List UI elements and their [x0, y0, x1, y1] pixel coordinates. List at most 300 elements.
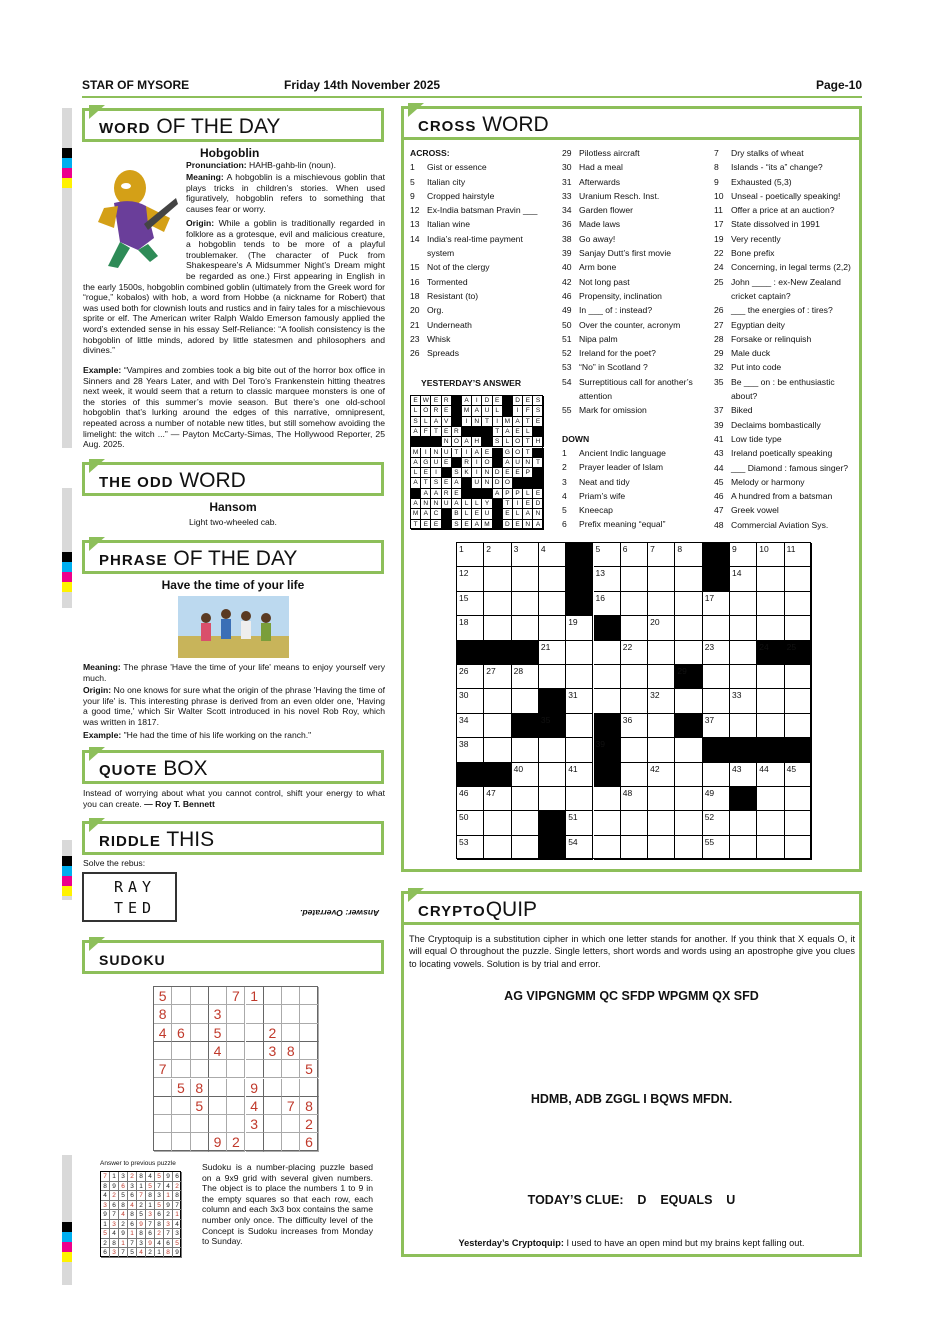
- crossword-cell[interactable]: [757, 836, 784, 860]
- sudoku-cell[interactable]: [191, 1115, 209, 1133]
- crossword-cell[interactable]: [757, 592, 784, 616]
- crossword-cell[interactable]: [539, 763, 566, 787]
- crossword-cell[interactable]: [757, 689, 784, 713]
- answer-digit: 6: [146, 1229, 155, 1239]
- answer-digit: 5: [101, 1229, 110, 1239]
- sudoku-cell[interactable]: [172, 1133, 190, 1151]
- crossword-cell[interactable]: 15: [457, 592, 484, 616]
- clue-item: [714, 217, 851, 231]
- crossword-cell[interactable]: [757, 714, 784, 738]
- crossword-cell[interactable]: [512, 689, 539, 713]
- crossword-cell[interactable]: [675, 836, 702, 860]
- answer-cell: S: [452, 468, 462, 478]
- crossword-cell[interactable]: [730, 714, 757, 738]
- clue-number: 17: [714, 219, 724, 230]
- sudoku-cell[interactable]: [282, 1115, 300, 1133]
- clue-text: Spreads: [427, 348, 460, 359]
- crossword-cell[interactable]: [512, 836, 539, 860]
- crossword-cell[interactable]: 4: [539, 543, 566, 567]
- sudoku-cell[interactable]: [209, 1060, 227, 1078]
- sudoku-cell[interactable]: [246, 1060, 264, 1078]
- answer-digit: 4: [128, 1201, 137, 1211]
- crossword-cell[interactable]: [512, 567, 539, 591]
- down-heading: DOWN: [562, 433, 590, 444]
- crossword-cell[interactable]: [512, 787, 539, 811]
- clue-item: [714, 360, 851, 374]
- clue-item: [562, 475, 693, 489]
- crossword-cell[interactable]: 43: [730, 763, 757, 787]
- page-number: Page-10: [815, 78, 862, 92]
- crossword-cell[interactable]: [785, 689, 812, 713]
- crossword-cell[interactable]: [648, 567, 675, 591]
- clue-item: [714, 461, 851, 475]
- crossword-block: [512, 641, 539, 665]
- crossword-cell[interactable]: [675, 641, 702, 665]
- sudoku-cell[interactable]: [191, 1042, 209, 1060]
- answer-cell: [442, 509, 452, 519]
- sudoku-cell[interactable]: [227, 1115, 245, 1133]
- crossword-cell[interactable]: 38: [457, 738, 484, 762]
- crossword-cell[interactable]: [484, 689, 511, 713]
- clue-item: [714, 418, 851, 432]
- sudoku-cell[interactable]: [282, 1005, 300, 1023]
- crossword-cell[interactable]: [539, 665, 566, 689]
- crossword-cell[interactable]: [675, 616, 702, 640]
- sudoku-cell[interactable]: [154, 1042, 172, 1060]
- phrase-meaning: Meaning: The phrase 'Have the time of your life' means to enjoy yourself very much.: [83, 662, 385, 683]
- sudoku-cell[interactable]: [227, 1005, 245, 1023]
- crossword-cell[interactable]: [703, 763, 730, 787]
- clue-number: 9: [714, 176, 719, 187]
- crossword-cell[interactable]: 12: [457, 567, 484, 591]
- crossword-cell[interactable]: 49: [703, 787, 730, 811]
- crossword-cell[interactable]: [648, 738, 675, 762]
- sudoku-cell[interactable]: [209, 987, 227, 1005]
- crossword-block: [512, 714, 539, 738]
- sudoku-cell[interactable]: [264, 1133, 282, 1151]
- clue-text: Org.: [427, 305, 444, 316]
- crossword-cell[interactable]: [730, 665, 757, 689]
- answer-cell: A: [523, 509, 533, 519]
- answer-cell: [442, 468, 452, 478]
- answer-digit: 6: [128, 1191, 137, 1201]
- answer-cell: O: [513, 437, 523, 447]
- crossword-cell[interactable]: 1: [457, 543, 484, 567]
- crossword-cell[interactable]: [703, 689, 730, 713]
- crossword-cell[interactable]: 3: [512, 543, 539, 567]
- answer-digit: 5: [137, 1210, 146, 1220]
- crossword-cell[interactable]: [566, 714, 593, 738]
- crossword-cell[interactable]: [484, 738, 511, 762]
- clue-item: [562, 260, 693, 274]
- crossword-cell[interactable]: [648, 665, 675, 689]
- crossword-cell[interactable]: [621, 811, 648, 835]
- crossword-cell[interactable]: [484, 836, 511, 860]
- crossword-cell[interactable]: 2: [484, 543, 511, 567]
- crossword-block: [594, 616, 621, 640]
- clue-text: Arm bone: [579, 262, 617, 273]
- crossword-cell[interactable]: [648, 811, 675, 835]
- sudoku-cell[interactable]: [227, 1079, 245, 1097]
- answer-cell: T: [482, 417, 492, 427]
- crossword-cell[interactable]: 53: [457, 836, 484, 860]
- crossword-block: [566, 543, 593, 567]
- answer-cell: A: [513, 417, 523, 427]
- crossword-cell[interactable]: 11: [785, 543, 812, 567]
- sudoku-cell[interactable]: [172, 1060, 190, 1078]
- sudoku-cell[interactable]: [172, 1097, 190, 1115]
- answer-cell: U: [442, 448, 452, 458]
- sudoku-cell[interactable]: [209, 1079, 227, 1097]
- sudoku-cell[interactable]: [227, 1024, 245, 1042]
- crossword-cell[interactable]: [730, 641, 757, 665]
- answer-cell: N: [533, 509, 543, 519]
- crossword-cell[interactable]: 18: [457, 616, 484, 640]
- answer-cell: [462, 489, 472, 499]
- crossword-cell[interactable]: [785, 811, 812, 835]
- sudoku-cell[interactable]: [264, 1115, 282, 1133]
- crossword-cell[interactable]: [539, 592, 566, 616]
- sudoku-cell[interactable]: [191, 1060, 209, 1078]
- sudoku-cell[interactable]: [264, 1005, 282, 1023]
- crossword-cell[interactable]: [621, 738, 648, 762]
- crossword-cell[interactable]: [512, 738, 539, 762]
- answer-digit: 3: [173, 1229, 182, 1239]
- crossword-cell[interactable]: 14: [730, 567, 757, 591]
- crossword-cell[interactable]: [757, 616, 784, 640]
- clue-item: [562, 360, 693, 374]
- crossword-cell[interactable]: 41: [566, 763, 593, 787]
- clue-number: 22: [714, 248, 724, 259]
- answer-cell: A: [533, 520, 543, 530]
- answer-cell: [472, 427, 482, 437]
- answer-digit: 2: [146, 1248, 155, 1258]
- answer-cell: O: [513, 448, 523, 458]
- corner-flag: [89, 537, 105, 551]
- crossword-cell[interactable]: [757, 787, 784, 811]
- answer-cell: E: [462, 520, 472, 530]
- answer-cell: L: [513, 509, 523, 519]
- clue-number: 19: [714, 233, 724, 244]
- crossword-cell[interactable]: 21: [539, 641, 566, 665]
- crossword-cell[interactable]: [621, 836, 648, 860]
- clue-number: 16: [410, 276, 420, 287]
- crossword-cell[interactable]: [757, 567, 784, 591]
- answer-cell: E: [523, 499, 533, 509]
- crossword-cell[interactable]: [703, 665, 730, 689]
- crossword-cell[interactable]: [675, 787, 702, 811]
- sudoku-cell[interactable]: [300, 1005, 318, 1023]
- crossword-cell[interactable]: 30: [457, 689, 484, 713]
- answer-cell: N: [523, 520, 533, 530]
- sudoku-cell[interactable]: [246, 1005, 264, 1023]
- crossword-cell[interactable]: [594, 665, 621, 689]
- crossword-cell[interactable]: [730, 836, 757, 860]
- clue-text: Ex-India batsman Pravin ___: [427, 205, 538, 216]
- sudoku-cell[interactable]: [300, 1079, 318, 1097]
- crossword-cell[interactable]: 19: [566, 616, 593, 640]
- crossword-cell[interactable]: 6: [621, 543, 648, 567]
- clue-text: Resistant (to): [427, 290, 479, 301]
- sudoku-grid[interactable]: [153, 986, 318, 1151]
- crossword-cell[interactable]: 8: [675, 543, 702, 567]
- crossword-cell[interactable]: [675, 689, 702, 713]
- crossword-cell[interactable]: [594, 836, 621, 860]
- sudoku-cell[interactable]: [246, 1024, 264, 1042]
- sudoku-cell[interactable]: [300, 1024, 318, 1042]
- crossword-cell[interactable]: [539, 738, 566, 762]
- crossword-cell[interactable]: 54: [566, 836, 593, 860]
- crossword-cell[interactable]: 22: [621, 641, 648, 665]
- crossword-cell[interactable]: [539, 567, 566, 591]
- crossword-block: 29: [675, 665, 702, 689]
- sudoku-cell[interactable]: [264, 1097, 282, 1115]
- clue-item: [714, 346, 851, 360]
- answer-digit: 6: [164, 1239, 173, 1249]
- sudoku-cell[interactable]: [264, 1079, 282, 1097]
- crossword-cell[interactable]: [512, 811, 539, 835]
- crossword-cell[interactable]: [675, 567, 702, 591]
- clue-item: [714, 246, 851, 260]
- crossword-cell[interactable]: 17: [703, 592, 730, 616]
- crossword-cell[interactable]: 46: [457, 787, 484, 811]
- sudoku-cell[interactable]: [300, 1042, 318, 1060]
- clue-item: [714, 518, 851, 532]
- crossword-cell[interactable]: [785, 665, 812, 689]
- crossword-cell[interactable]: [757, 665, 784, 689]
- crossword-cell[interactable]: 42: [648, 763, 675, 787]
- answer-digit: 9: [101, 1210, 110, 1220]
- sudoku-cell[interactable]: [191, 987, 209, 1005]
- crossword-cell[interactable]: 7: [648, 543, 675, 567]
- sudoku-cell[interactable]: [191, 1005, 209, 1023]
- answer-cell: P: [503, 489, 513, 499]
- crossword-cell[interactable]: [621, 763, 648, 787]
- crossword-cell[interactable]: 47: [484, 787, 511, 811]
- crossword-cell[interactable]: [621, 665, 648, 689]
- crossword-cell[interactable]: 44: [757, 763, 784, 787]
- crossword-cell[interactable]: 37: [703, 714, 730, 738]
- crossword-cell[interactable]: 27: [484, 665, 511, 689]
- crossword-cell[interactable]: 20: [648, 616, 675, 640]
- crossword-cell[interactable]: [785, 836, 812, 860]
- friends-photo: [178, 596, 289, 658]
- crossword-cell[interactable]: [675, 763, 702, 787]
- crossword-cell[interactable]: 10: [757, 543, 784, 567]
- sudoku-cell[interactable]: [246, 1133, 264, 1151]
- clue-item: [410, 246, 537, 260]
- answer-cell: F: [421, 427, 431, 437]
- sudoku-cell[interactable]: [154, 1133, 172, 1151]
- crossword-cell[interactable]: [648, 714, 675, 738]
- crossword-cell[interactable]: [785, 567, 812, 591]
- crossword-cell[interactable]: [621, 567, 648, 591]
- crossword-cell[interactable]: [730, 616, 757, 640]
- crossword-cell[interactable]: [484, 714, 511, 738]
- crossword-cell[interactable]: [785, 787, 812, 811]
- answer-cell: I: [472, 458, 482, 468]
- answer-cell: B: [452, 509, 462, 519]
- answer-cell: E: [472, 509, 482, 519]
- crossword-cell[interactable]: [675, 811, 702, 835]
- answer-cell: I: [513, 406, 523, 416]
- crossword-cell[interactable]: [594, 811, 621, 835]
- answer-cell: A: [421, 509, 431, 519]
- crossword-cell[interactable]: [484, 567, 511, 591]
- crossword-cell[interactable]: [539, 787, 566, 811]
- crossword-cell[interactable]: [512, 616, 539, 640]
- crossword-cell[interactable]: [566, 738, 593, 762]
- sudoku-cell[interactable]: [172, 987, 190, 1005]
- quote-text: Instead of worrying about what you cannot control, shift your energy to what you can create. — Roy T. Bennett: [83, 788, 385, 809]
- sudoku-cell[interactable]: [282, 1060, 300, 1078]
- clue-item: [562, 375, 693, 389]
- sudoku-cell[interactable]: [209, 1097, 227, 1115]
- sudoku-cell: 7: [282, 1097, 300, 1115]
- corner-flag: [408, 888, 424, 902]
- sudoku-cell[interactable]: [227, 1042, 245, 1060]
- sudoku-cell[interactable]: [172, 1005, 190, 1023]
- sudoku-cell[interactable]: [172, 1042, 190, 1060]
- clue-number: 44: [714, 462, 724, 473]
- clue-item: [410, 303, 537, 317]
- crossword-cell[interactable]: [703, 616, 730, 640]
- answer-cell: E: [442, 458, 452, 468]
- crossword-cell[interactable]: [594, 689, 621, 713]
- answer-digit: 4: [173, 1220, 182, 1230]
- sudoku-cell[interactable]: [191, 1024, 209, 1042]
- answer-cell: A: [411, 427, 421, 437]
- answer-digit: 7: [110, 1210, 119, 1220]
- crossword-cell[interactable]: [648, 641, 675, 665]
- crossword-cell[interactable]: 5: [594, 543, 621, 567]
- sudoku-cell[interactable]: [282, 1024, 300, 1042]
- crossword-cell[interactable]: [785, 616, 812, 640]
- sudoku-cell[interactable]: [282, 1133, 300, 1151]
- answer-digit: 2: [173, 1182, 182, 1192]
- sudoku-cell[interactable]: [264, 987, 282, 1005]
- crossword-cell[interactable]: [648, 592, 675, 616]
- crossword-cell[interactable]: [730, 592, 757, 616]
- crossword-cell[interactable]: [621, 689, 648, 713]
- crossword-cell[interactable]: [648, 787, 675, 811]
- answer-digit: 8: [137, 1172, 146, 1182]
- crossword-cell[interactable]: [757, 811, 784, 835]
- sudoku-cell[interactable]: [300, 987, 318, 1005]
- crossword-cell[interactable]: [484, 592, 511, 616]
- crossword-cell[interactable]: [785, 592, 812, 616]
- crossword-cell[interactable]: 32: [648, 689, 675, 713]
- sudoku-cell[interactable]: [282, 1079, 300, 1097]
- crossword-cell[interactable]: [675, 738, 702, 762]
- sudoku-cell[interactable]: [172, 1115, 190, 1133]
- crossword-cell[interactable]: [566, 787, 593, 811]
- across-clues-2: [562, 146, 693, 532]
- answer-cell: M: [411, 448, 421, 458]
- answer-digit: 3: [110, 1220, 119, 1230]
- clue-text: Not of the clergy: [427, 262, 490, 273]
- sudoku-cell[interactable]: [191, 1133, 209, 1151]
- crossword-cell[interactable]: [621, 592, 648, 616]
- sudoku-cell[interactable]: [246, 1042, 264, 1060]
- crossword-cell[interactable]: 13: [594, 567, 621, 591]
- crossword-cell[interactable]: [594, 787, 621, 811]
- crossword-cell[interactable]: 16: [594, 592, 621, 616]
- crossword-cell[interactable]: 45: [785, 763, 812, 787]
- clue-text: John ____ : ex-New Zealand: [731, 276, 841, 287]
- crossword-cell[interactable]: [566, 641, 593, 665]
- crossword-cell[interactable]: 26: [457, 665, 484, 689]
- answer-cell: L: [523, 489, 533, 499]
- sudoku-cell[interactable]: [154, 1097, 172, 1115]
- crossword-cell[interactable]: [539, 616, 566, 640]
- answer-cell: E: [442, 406, 452, 416]
- crossword-cell[interactable]: [566, 665, 593, 689]
- sudoku-cell[interactable]: [154, 1115, 172, 1133]
- clue-item: [714, 332, 851, 346]
- crossword-cell[interactable]: [675, 592, 702, 616]
- crossword-cell[interactable]: 9: [730, 543, 757, 567]
- crossword-cell[interactable]: 55: [703, 836, 730, 860]
- crossword-cell[interactable]: [484, 616, 511, 640]
- answer-cell: E: [421, 520, 431, 530]
- crossword-block: [785, 738, 812, 762]
- clue-text: Kneecap: [579, 505, 613, 516]
- sudoku-cell[interactable]: [227, 1097, 245, 1115]
- crossword-cell[interactable]: 36: [621, 714, 648, 738]
- clue-text: Forsake or relinquish: [731, 333, 812, 344]
- clue-number: 43: [714, 448, 724, 459]
- answer-digit: 8: [146, 1191, 155, 1201]
- crossword-cell[interactable]: 48: [621, 787, 648, 811]
- answer-cell: A: [472, 520, 482, 530]
- crossword-cell[interactable]: 31: [566, 689, 593, 713]
- crossword-cell[interactable]: [594, 641, 621, 665]
- crossword-grid[interactable]: [456, 542, 811, 859]
- sudoku-cell[interactable]: [264, 1060, 282, 1078]
- crossword-block: [457, 641, 484, 665]
- clue-text: “No” in Scotland ?: [579, 362, 648, 373]
- crossword-cell[interactable]: [512, 592, 539, 616]
- answer-digit: 8: [101, 1182, 110, 1192]
- crossword-cell[interactable]: 40: [512, 763, 539, 787]
- crossword-cell[interactable]: 23: [703, 641, 730, 665]
- clue-number: 1: [410, 162, 415, 173]
- crossword-cell[interactable]: [648, 836, 675, 860]
- crossword-cell[interactable]: 52: [703, 811, 730, 835]
- crossword-cell[interactable]: [730, 811, 757, 835]
- crossword-cell[interactable]: [484, 811, 511, 835]
- answer-cell: M: [482, 520, 492, 530]
- crossword-cell[interactable]: 33: [730, 689, 757, 713]
- crossword-cell[interactable]: 51: [566, 811, 593, 835]
- crossword-cell[interactable]: [621, 616, 648, 640]
- sudoku-cell[interactable]: [209, 1115, 227, 1133]
- clue-text: Mark for omission: [579, 405, 647, 416]
- sudoku-cell[interactable]: [154, 1079, 172, 1097]
- sudoku-cell[interactable]: [282, 987, 300, 1005]
- answer-cell: L: [411, 468, 421, 478]
- clue-text: Underneath: [427, 319, 472, 330]
- crossword-cell[interactable]: 28: [512, 665, 539, 689]
- sudoku-cell[interactable]: [227, 1060, 245, 1078]
- crossword-cell[interactable]: 34: [457, 714, 484, 738]
- down-clues: [714, 146, 851, 532]
- crossword-cell[interactable]: [785, 714, 812, 738]
- answer-cell: G: [421, 458, 431, 468]
- clue-number: 9: [410, 190, 415, 201]
- crossword-cell[interactable]: 50: [457, 811, 484, 835]
